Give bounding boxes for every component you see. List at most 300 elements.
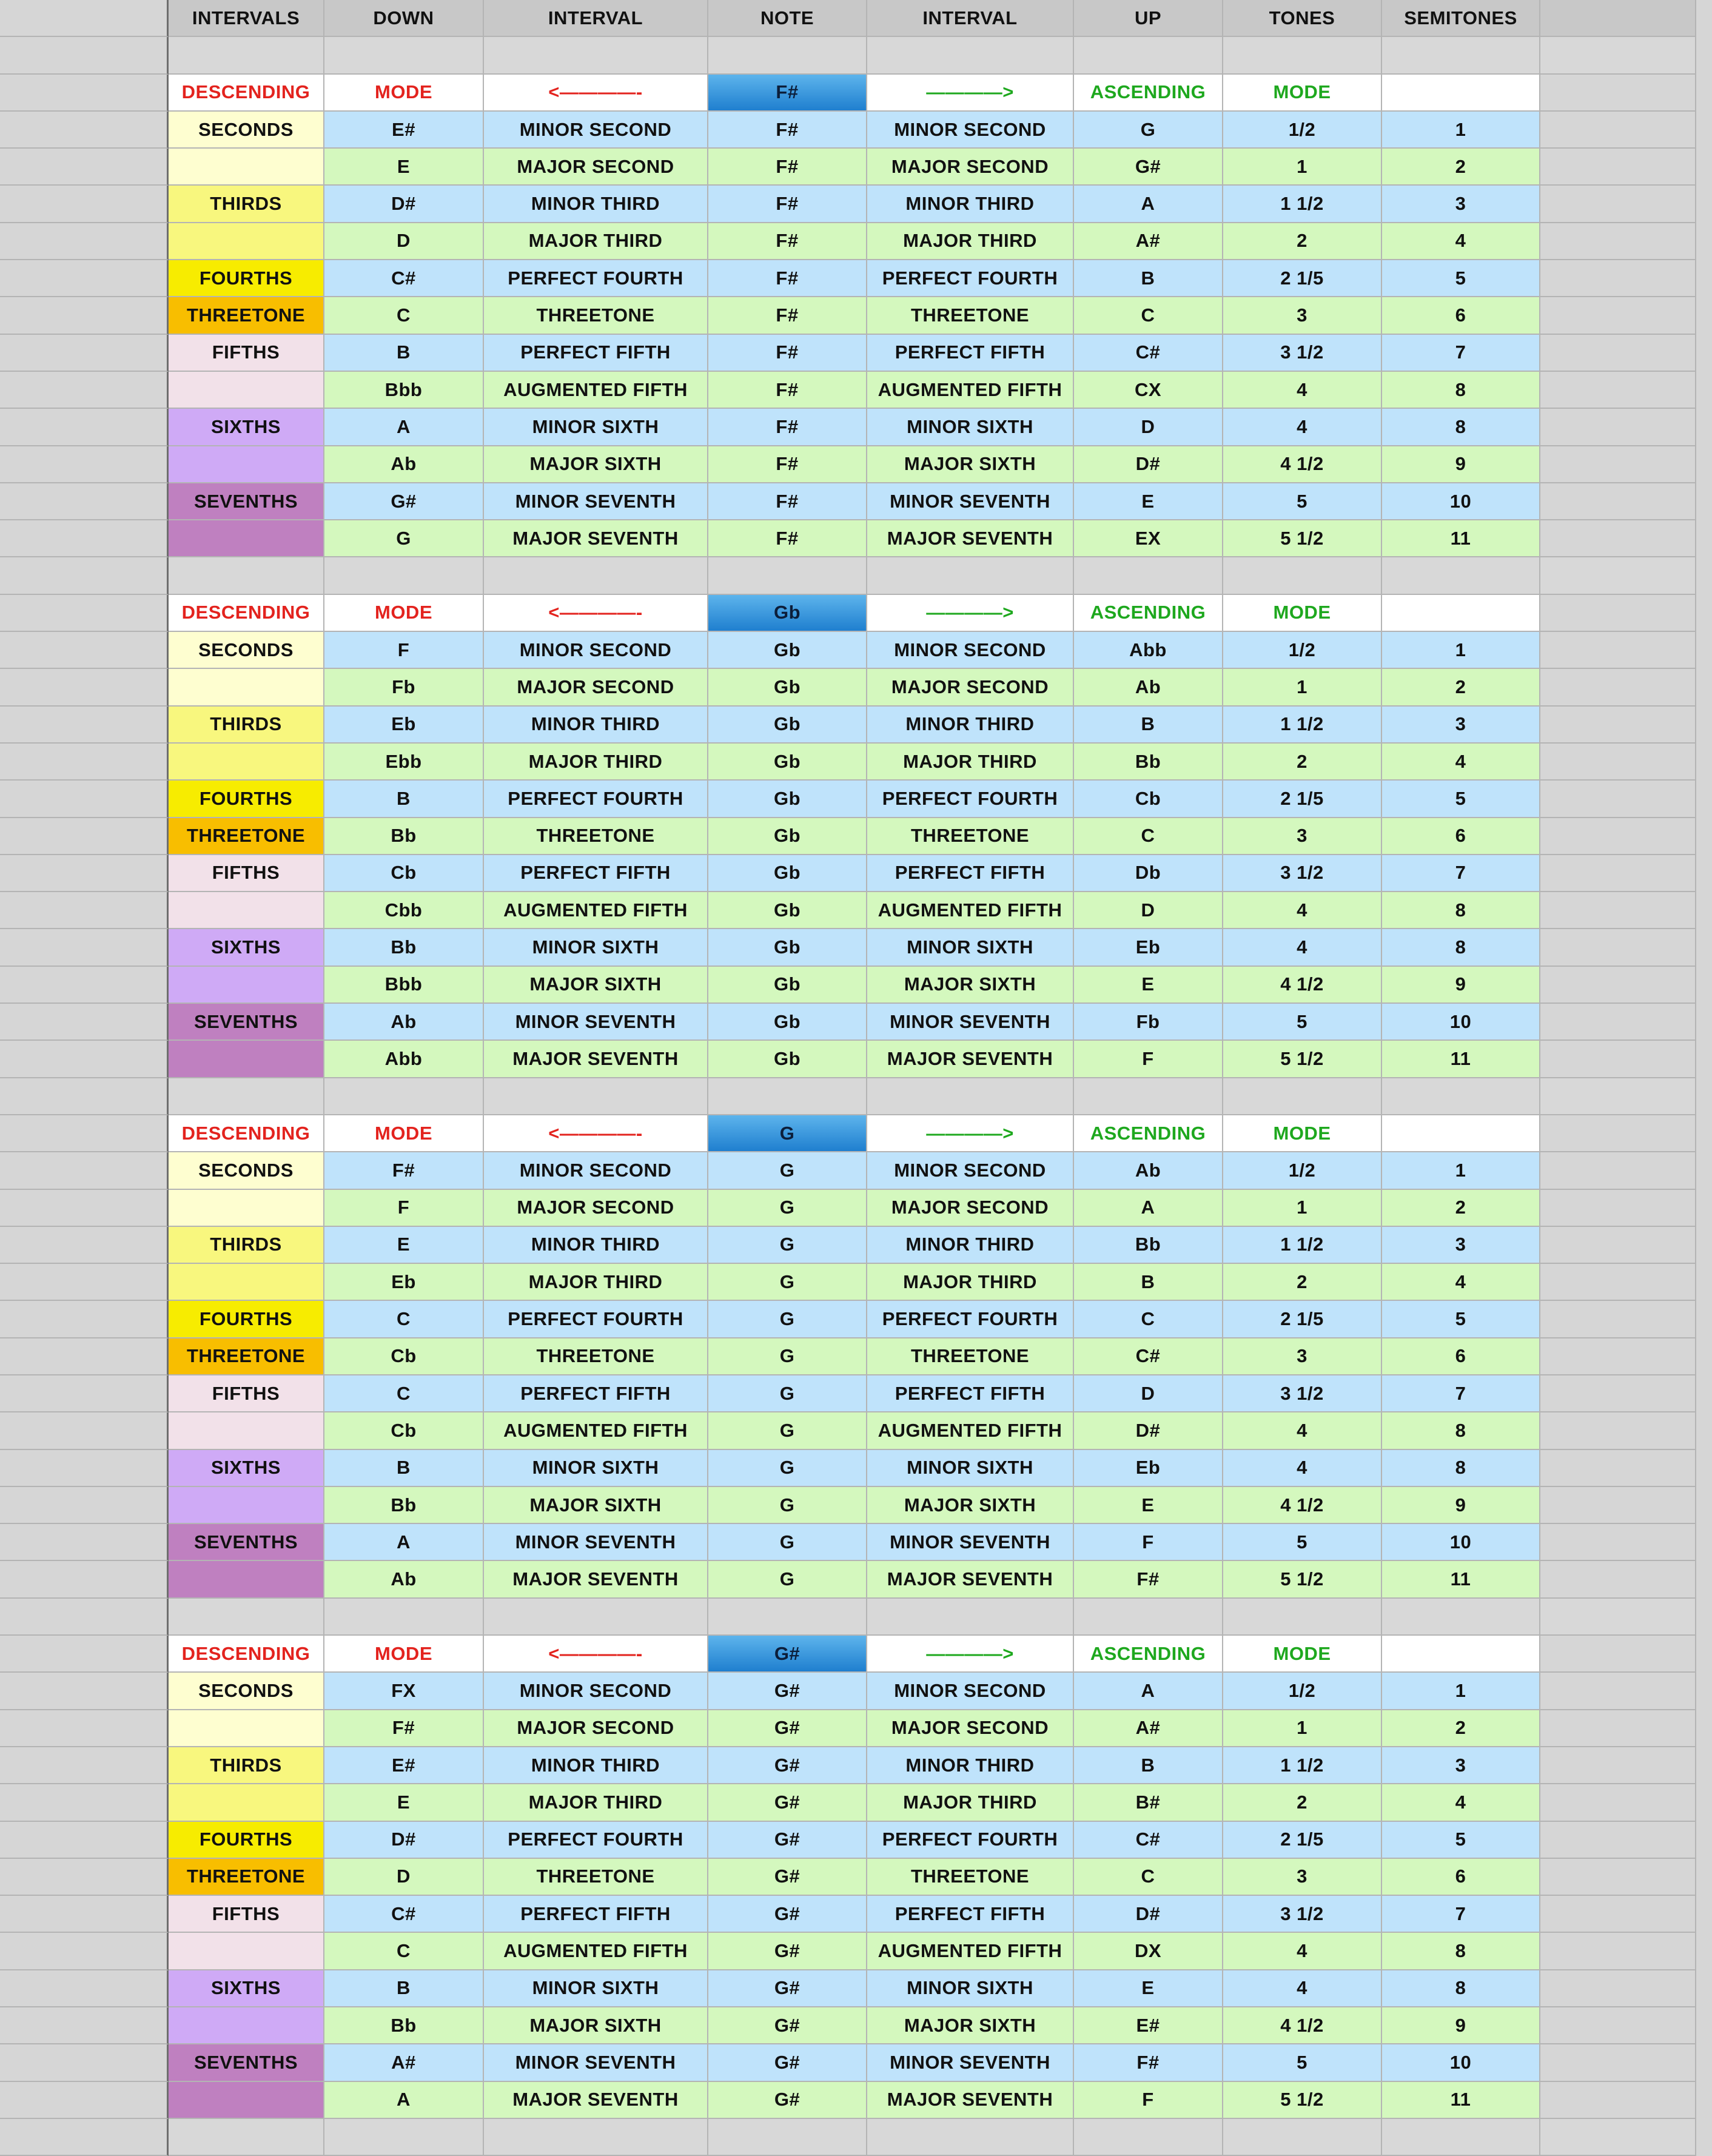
root-note-cell[interactable]: F# — [708, 409, 867, 446]
root-note-cell[interactable]: G — [708, 1264, 867, 1301]
empty-cell[interactable] — [1540, 1004, 1696, 1041]
up-note-cell[interactable]: A — [1074, 186, 1223, 223]
row-header[interactable] — [0, 781, 169, 818]
empty-cell[interactable] — [1540, 223, 1696, 260]
empty-cell[interactable] — [324, 2119, 484, 2156]
down-note-cell[interactable]: C — [324, 297, 484, 334]
down-note-cell[interactable]: FX — [324, 1673, 484, 1710]
interval-name-cell[interactable]: MINOR SIXTH — [484, 409, 708, 446]
interval-group-label[interactable]: THREETONE — [169, 1859, 324, 1896]
interval-name-cell[interactable]: MINOR SECOND — [484, 1152, 708, 1189]
ascending-label[interactable]: ASCENDING — [1074, 595, 1223, 632]
column-header[interactable]: UP — [1074, 0, 1223, 37]
root-note-cell[interactable]: F# — [708, 520, 867, 557]
up-note-cell[interactable]: F — [1074, 1041, 1223, 1078]
root-note-cell[interactable]: F# — [708, 260, 867, 297]
up-note-cell[interactable]: CX — [1074, 372, 1223, 409]
down-note-cell[interactable]: Cb — [324, 855, 484, 892]
interval-group-label[interactable]: FOURTHS — [169, 781, 324, 818]
tones-cell[interactable]: 1 1/2 — [1223, 186, 1382, 223]
empty-cell[interactable] — [1540, 372, 1696, 409]
ascending-label[interactable]: ASCENDING — [1074, 1636, 1223, 1673]
interval-group-label[interactable] — [169, 1264, 324, 1301]
tones-cell[interactable]: 5 — [1223, 483, 1382, 520]
semitones-cell[interactable]: 10 — [1382, 2044, 1540, 2081]
root-note-cell[interactable]: F# — [708, 483, 867, 520]
mode-label[interactable]: MODE — [324, 1636, 484, 1673]
tones-cell[interactable]: 2 1/5 — [1223, 1822, 1382, 1859]
empty-cell[interactable] — [1540, 1970, 1696, 2007]
down-note-cell[interactable]: B — [324, 1450, 484, 1487]
down-note-cell[interactable]: Abb — [324, 1041, 484, 1078]
interval-name-cell[interactable]: MAJOR SECOND — [484, 669, 708, 706]
column-header[interactable]: TONES — [1223, 0, 1382, 37]
tones-cell[interactable]: 2 — [1223, 1784, 1382, 1821]
interval-group-label[interactable]: SEVENTHS — [169, 483, 324, 520]
tones-cell[interactable]: 4 — [1223, 892, 1382, 929]
row-header[interactable] — [0, 1859, 169, 1896]
row-header[interactable] — [0, 1599, 169, 1636]
empty-cell[interactable] — [1540, 1375, 1696, 1412]
interval-name-cell[interactable]: MINOR SEVENTH — [867, 1524, 1074, 1561]
root-note-header[interactable]: G — [708, 1115, 867, 1152]
tones-cell[interactable]: 4 1/2 — [1223, 1487, 1382, 1524]
tones-cell[interactable]: 4 1/2 — [1223, 2007, 1382, 2044]
tones-cell[interactable]: 3 1/2 — [1223, 335, 1382, 372]
tones-cell[interactable]: 1 — [1223, 1190, 1382, 1227]
empty-cell[interactable] — [1540, 1190, 1696, 1227]
interval-name-cell[interactable]: MINOR SEVENTH — [484, 2044, 708, 2081]
root-note-cell[interactable]: Gb — [708, 929, 867, 966]
up-note-cell[interactable]: F# — [1074, 1561, 1223, 1598]
interval-name-cell[interactable]: AUGMENTED FIFTH — [867, 1933, 1074, 1970]
row-header[interactable] — [0, 1896, 169, 1933]
semitones-cell[interactable]: 4 — [1382, 1784, 1540, 1821]
down-note-cell[interactable]: G# — [324, 483, 484, 520]
interval-group-label[interactable] — [169, 2082, 324, 2119]
interval-group-label[interactable] — [169, 149, 324, 186]
up-note-cell[interactable]: Bb — [1074, 1227, 1223, 1264]
mode-label[interactable]: MODE — [1223, 595, 1382, 632]
row-header[interactable] — [0, 1784, 169, 1821]
descending-arrow[interactable]: <————- — [484, 1115, 708, 1152]
interval-name-cell[interactable]: PERFECT FOURTH — [867, 1301, 1074, 1338]
down-note-cell[interactable]: C# — [324, 1896, 484, 1933]
row-header[interactable] — [0, 1673, 169, 1710]
interval-name-cell[interactable]: MINOR SIXTH — [867, 1970, 1074, 2007]
row-header[interactable] — [0, 483, 169, 520]
row-header[interactable] — [0, 707, 169, 744]
up-note-cell[interactable]: B# — [1074, 1784, 1223, 1821]
down-note-cell[interactable]: D# — [324, 186, 484, 223]
empty-cell[interactable] — [1540, 1487, 1696, 1524]
interval-name-cell[interactable]: MAJOR SECOND — [867, 669, 1074, 706]
up-note-cell[interactable]: E# — [1074, 2007, 1223, 2044]
up-note-cell[interactable]: Cb — [1074, 781, 1223, 818]
root-note-cell[interactable]: G# — [708, 2007, 867, 2044]
semitones-cell[interactable]: 8 — [1382, 1450, 1540, 1487]
interval-group-label[interactable] — [169, 669, 324, 706]
interval-group-label[interactable] — [169, 223, 324, 260]
empty-cell[interactable] — [1540, 1896, 1696, 1933]
tones-cell[interactable]: 1 1/2 — [1223, 1747, 1382, 1784]
empty-cell[interactable] — [1382, 557, 1540, 594]
tones-cell[interactable]: 2 1/5 — [1223, 1301, 1382, 1338]
up-note-cell[interactable]: Eb — [1074, 929, 1223, 966]
root-note-header[interactable]: Gb — [708, 595, 867, 632]
up-note-cell[interactable]: F — [1074, 1524, 1223, 1561]
empty-cell[interactable] — [1540, 1338, 1696, 1375]
ascending-label[interactable]: ASCENDING — [1074, 75, 1223, 112]
empty-cell[interactable] — [1540, 855, 1696, 892]
semitones-cell[interactable]: 7 — [1382, 1375, 1540, 1412]
down-note-cell[interactable]: A — [324, 409, 484, 446]
interval-group-label[interactable] — [169, 1710, 324, 1747]
down-note-cell[interactable]: F# — [324, 1710, 484, 1747]
row-header[interactable] — [0, 2007, 169, 2044]
up-note-cell[interactable]: C — [1074, 1301, 1223, 1338]
row-header[interactable] — [0, 967, 169, 1004]
mode-label[interactable]: MODE — [324, 75, 484, 112]
root-note-header[interactable]: G# — [708, 1636, 867, 1673]
root-note-cell[interactable]: F# — [708, 112, 867, 149]
down-note-cell[interactable]: B — [324, 781, 484, 818]
empty-cell[interactable] — [1540, 781, 1696, 818]
row-header[interactable] — [0, 1190, 169, 1227]
down-note-cell[interactable]: Cb — [324, 1412, 484, 1449]
empty-cell[interactable] — [1540, 149, 1696, 186]
semitones-cell[interactable]: 8 — [1382, 1970, 1540, 2007]
empty-cell[interactable] — [1540, 1264, 1696, 1301]
tones-cell[interactable]: 4 — [1223, 1412, 1382, 1449]
interval-group-label[interactable] — [169, 1412, 324, 1449]
row-header[interactable] — [0, 855, 169, 892]
root-note-cell[interactable]: G# — [708, 1784, 867, 1821]
empty-cell[interactable] — [1223, 1078, 1382, 1115]
semitones-cell[interactable]: 2 — [1382, 1710, 1540, 1747]
semitones-cell[interactable]: 11 — [1382, 520, 1540, 557]
empty-cell[interactable] — [1540, 595, 1696, 632]
interval-name-cell[interactable]: MINOR SEVENTH — [484, 1004, 708, 1041]
up-note-cell[interactable]: Fb — [1074, 1004, 1223, 1041]
interval-group-label[interactable]: THREETONE — [169, 297, 324, 334]
down-note-cell[interactable]: F# — [324, 1152, 484, 1189]
tones-cell[interactable]: 1/2 — [1223, 1152, 1382, 1189]
row-header[interactable] — [0, 1710, 169, 1747]
empty-cell[interactable] — [708, 1078, 867, 1115]
semitones-cell[interactable]: 5 — [1382, 781, 1540, 818]
empty-cell[interactable] — [484, 557, 708, 594]
tones-cell[interactable]: 4 — [1223, 1970, 1382, 2007]
interval-name-cell[interactable]: MAJOR SIXTH — [867, 967, 1074, 1004]
down-note-cell[interactable]: Cb — [324, 1338, 484, 1375]
semitones-cell[interactable]: 4 — [1382, 223, 1540, 260]
empty-cell[interactable] — [867, 2119, 1074, 2156]
interval-group-label[interactable] — [169, 1933, 324, 1970]
up-note-cell[interactable]: Ab — [1074, 1152, 1223, 1189]
root-note-cell[interactable]: G — [708, 1561, 867, 1598]
empty-cell[interactable] — [1223, 2119, 1382, 2156]
empty-cell[interactable] — [1540, 446, 1696, 483]
semitones-cell[interactable]: 10 — [1382, 1004, 1540, 1041]
semitones-cell[interactable]: 5 — [1382, 260, 1540, 297]
down-note-cell[interactable]: Bbb — [324, 967, 484, 1004]
empty-cell[interactable] — [1382, 37, 1540, 74]
row-header[interactable] — [0, 632, 169, 669]
up-note-cell[interactable]: C# — [1074, 1338, 1223, 1375]
empty-cell[interactable] — [1540, 112, 1696, 149]
up-note-cell[interactable]: D — [1074, 892, 1223, 929]
interval-group-label[interactable]: SEVENTHS — [169, 2044, 324, 2081]
tones-cell[interactable]: 5 — [1223, 2044, 1382, 2081]
down-note-cell[interactable]: B — [324, 335, 484, 372]
empty-cell[interactable] — [1540, 2044, 1696, 2081]
interval-name-cell[interactable]: MINOR SEVENTH — [867, 1004, 1074, 1041]
tones-cell[interactable]: 2 — [1223, 223, 1382, 260]
down-note-cell[interactable]: Ebb — [324, 744, 484, 781]
root-note-cell[interactable]: G# — [708, 1896, 867, 1933]
tones-cell[interactable]: 5 1/2 — [1223, 2082, 1382, 2119]
interval-name-cell[interactable]: MINOR SEVENTH — [867, 483, 1074, 520]
root-note-cell[interactable]: F# — [708, 446, 867, 483]
row-header[interactable] — [0, 595, 169, 632]
interval-name-cell[interactable]: MINOR SIXTH — [484, 1970, 708, 2007]
root-note-cell[interactable]: F# — [708, 223, 867, 260]
empty-cell[interactable] — [867, 557, 1074, 594]
empty-cell[interactable] — [1540, 557, 1696, 594]
root-note-cell[interactable]: G# — [708, 1747, 867, 1784]
row-header[interactable] — [0, 2119, 169, 2156]
tones-cell[interactable]: 4 — [1223, 1933, 1382, 1970]
interval-name-cell[interactable]: MINOR SECOND — [867, 1152, 1074, 1189]
down-note-cell[interactable]: Bb — [324, 818, 484, 855]
empty-cell[interactable] — [324, 1599, 484, 1636]
interval-group-label[interactable]: THIRDS — [169, 1747, 324, 1784]
down-note-cell[interactable]: C — [324, 1933, 484, 1970]
empty-cell[interactable] — [1540, 1747, 1696, 1784]
empty-cell[interactable] — [1540, 1041, 1696, 1078]
tones-cell[interactable]: 2 1/5 — [1223, 781, 1382, 818]
empty-cell[interactable] — [1540, 2007, 1696, 2044]
root-note-cell[interactable]: Gb — [708, 669, 867, 706]
empty-cell[interactable] — [1540, 1710, 1696, 1747]
interval-name-cell[interactable]: MINOR SECOND — [484, 1673, 708, 1710]
up-note-cell[interactable]: A# — [1074, 223, 1223, 260]
empty-cell[interactable] — [867, 1078, 1074, 1115]
semitones-cell[interactable]: 3 — [1382, 186, 1540, 223]
interval-name-cell[interactable]: MINOR THIRD — [484, 707, 708, 744]
descending-arrow[interactable]: <————- — [484, 75, 708, 112]
semitones-cell[interactable]: 10 — [1382, 1524, 1540, 1561]
row-header[interactable] — [0, 744, 169, 781]
up-note-cell[interactable]: Ab — [1074, 669, 1223, 706]
interval-name-cell[interactable]: AUGMENTED FIFTH — [867, 372, 1074, 409]
column-header[interactable]: INTERVAL — [484, 0, 708, 37]
ascending-arrow[interactable]: ————> — [867, 595, 1074, 632]
interval-name-cell[interactable]: MINOR SECOND — [484, 112, 708, 149]
row-header[interactable] — [0, 2082, 169, 2119]
semitones-cell[interactable]: 6 — [1382, 1859, 1540, 1896]
interval-group-label[interactable]: SEVENTHS — [169, 1004, 324, 1041]
down-note-cell[interactable]: E — [324, 149, 484, 186]
interval-group-label[interactable]: FOURTHS — [169, 1301, 324, 1338]
down-note-cell[interactable]: D — [324, 223, 484, 260]
root-note-cell[interactable]: G — [708, 1412, 867, 1449]
tones-cell[interactable]: 1/2 — [1223, 632, 1382, 669]
root-note-cell[interactable]: G# — [708, 1710, 867, 1747]
interval-name-cell[interactable]: AUGMENTED FIFTH — [484, 372, 708, 409]
empty-cell[interactable] — [867, 37, 1074, 74]
up-note-cell[interactable]: D# — [1074, 1412, 1223, 1449]
interval-name-cell[interactable]: MINOR SIXTH — [867, 409, 1074, 446]
row-header[interactable] — [0, 1264, 169, 1301]
up-note-cell[interactable]: Abb — [1074, 632, 1223, 669]
row-header[interactable] — [0, 892, 169, 929]
down-note-cell[interactable]: Ab — [324, 1561, 484, 1598]
interval-name-cell[interactable]: PERFECT FOURTH — [484, 260, 708, 297]
interval-name-cell[interactable]: PERFECT FIFTH — [484, 1375, 708, 1412]
interval-name-cell[interactable]: MINOR SECOND — [867, 1673, 1074, 1710]
semitones-cell[interactable]: 6 — [1382, 818, 1540, 855]
row-header-corner[interactable] — [0, 0, 169, 37]
tones-cell[interactable]: 3 1/2 — [1223, 855, 1382, 892]
root-note-cell[interactable]: G — [708, 1338, 867, 1375]
semitones-cell[interactable]: 4 — [1382, 1264, 1540, 1301]
interval-name-cell[interactable]: THREETONE — [484, 818, 708, 855]
semitones-cell[interactable]: 6 — [1382, 1338, 1540, 1375]
empty-cell[interactable] — [708, 37, 867, 74]
empty-cell[interactable] — [1540, 1450, 1696, 1487]
up-note-cell[interactable]: E — [1074, 967, 1223, 1004]
empty-cell[interactable] — [484, 37, 708, 74]
tones-cell[interactable]: 5 1/2 — [1223, 1561, 1382, 1598]
down-note-cell[interactable]: Ab — [324, 446, 484, 483]
semitones-cell[interactable]: 11 — [1382, 1561, 1540, 1598]
empty-cell[interactable] — [1540, 409, 1696, 446]
semitones-cell[interactable]: 2 — [1382, 669, 1540, 706]
down-note-cell[interactable]: E# — [324, 112, 484, 149]
interval-name-cell[interactable]: PERFECT FOURTH — [484, 1301, 708, 1338]
interval-name-cell[interactable]: THREETONE — [867, 818, 1074, 855]
interval-name-cell[interactable]: MINOR THIRD — [867, 1747, 1074, 1784]
semitones-cell[interactable]: 8 — [1382, 892, 1540, 929]
interval-name-cell[interactable]: MAJOR SECOND — [484, 1710, 708, 1747]
up-note-cell[interactable]: EX — [1074, 520, 1223, 557]
mode-label[interactable]: MODE — [1223, 1636, 1382, 1673]
empty-cell[interactable] — [1074, 1599, 1223, 1636]
empty-cell[interactable] — [169, 557, 324, 594]
interval-name-cell[interactable]: MAJOR SIXTH — [484, 1487, 708, 1524]
interval-name-cell[interactable]: PERFECT FIFTH — [867, 1896, 1074, 1933]
row-header[interactable] — [0, 37, 169, 74]
empty-cell[interactable] — [169, 1599, 324, 1636]
semitones-cell[interactable]: 1 — [1382, 112, 1540, 149]
mode-label[interactable]: MODE — [1223, 1115, 1382, 1152]
up-note-cell[interactable]: D# — [1074, 1896, 1223, 1933]
interval-name-cell[interactable]: MAJOR SECOND — [484, 1190, 708, 1227]
root-note-cell[interactable]: G — [708, 1301, 867, 1338]
empty-cell[interactable] — [1382, 2119, 1540, 2156]
interval-group-label[interactable]: THIRDS — [169, 186, 324, 223]
semitones-cell[interactable]: 2 — [1382, 149, 1540, 186]
empty-cell[interactable] — [1540, 1673, 1696, 1710]
empty-cell[interactable] — [169, 37, 324, 74]
interval-group-label[interactable]: THREETONE — [169, 818, 324, 855]
empty-cell[interactable] — [1540, 1078, 1696, 1115]
interval-group-label[interactable]: SECONDS — [169, 112, 324, 149]
interval-name-cell[interactable]: MINOR THIRD — [484, 1227, 708, 1264]
interval-name-cell[interactable]: MINOR SIXTH — [867, 1450, 1074, 1487]
empty-cell[interactable] — [324, 1078, 484, 1115]
column-header[interactable]: INTERVALS — [169, 0, 324, 37]
semitones-cell[interactable]: 5 — [1382, 1822, 1540, 1859]
root-note-header[interactable]: F# — [708, 75, 867, 112]
down-note-cell[interactable]: Cbb — [324, 892, 484, 929]
tones-cell[interactable]: 5 1/2 — [1223, 1041, 1382, 1078]
interval-name-cell[interactable]: PERFECT FOURTH — [484, 1822, 708, 1859]
empty-cell[interactable] — [1540, 707, 1696, 744]
interval-name-cell[interactable]: MAJOR SEVENTH — [484, 1561, 708, 1598]
empty-cell[interactable] — [1074, 2119, 1223, 2156]
row-header[interactable] — [0, 186, 169, 223]
interval-name-cell[interactable]: THREETONE — [484, 1859, 708, 1896]
interval-name-cell[interactable]: PERFECT FIFTH — [867, 855, 1074, 892]
root-note-cell[interactable]: G — [708, 1375, 867, 1412]
column-header-extra[interactable] — [1540, 0, 1696, 37]
row-header[interactable] — [0, 1636, 169, 1673]
root-note-cell[interactable]: Gb — [708, 707, 867, 744]
down-note-cell[interactable]: E# — [324, 1747, 484, 1784]
down-note-cell[interactable]: A# — [324, 2044, 484, 2081]
root-note-cell[interactable]: F# — [708, 372, 867, 409]
tones-cell[interactable]: 2 1/5 — [1223, 260, 1382, 297]
semitones-cell[interactable]: 3 — [1382, 1747, 1540, 1784]
interval-name-cell[interactable]: AUGMENTED FIFTH — [484, 1933, 708, 1970]
row-header[interactable] — [0, 1115, 169, 1152]
tones-cell[interactable]: 1 — [1223, 669, 1382, 706]
interval-name-cell[interactable]: MINOR THIRD — [484, 186, 708, 223]
down-note-cell[interactable]: Fb — [324, 669, 484, 706]
interval-name-cell[interactable]: MAJOR SECOND — [867, 1710, 1074, 1747]
interval-group-label[interactable] — [169, 892, 324, 929]
interval-group-label[interactable]: FIFTHS — [169, 335, 324, 372]
root-note-cell[interactable]: G — [708, 1190, 867, 1227]
down-note-cell[interactable]: Bbb — [324, 372, 484, 409]
interval-name-cell[interactable]: MAJOR SECOND — [867, 149, 1074, 186]
empty-cell[interactable] — [1540, 967, 1696, 1004]
interval-name-cell[interactable]: AUGMENTED FIFTH — [484, 1412, 708, 1449]
interval-name-cell[interactable]: MINOR SIXTH — [484, 1450, 708, 1487]
interval-group-label[interactable]: FIFTHS — [169, 1375, 324, 1412]
empty-cell[interactable] — [1540, 75, 1696, 112]
up-note-cell[interactable]: Eb — [1074, 1450, 1223, 1487]
row-header[interactable] — [0, 1747, 169, 1784]
interval-name-cell[interactable]: PERFECT FOURTH — [867, 781, 1074, 818]
semitones-cell[interactable]: 8 — [1382, 409, 1540, 446]
interval-name-cell[interactable]: MAJOR SIXTH — [867, 2007, 1074, 2044]
empty-cell[interactable] — [1540, 1859, 1696, 1896]
row-header[interactable] — [0, 1301, 169, 1338]
root-note-cell[interactable]: Gb — [708, 818, 867, 855]
semitones-cell[interactable]: 2 — [1382, 1190, 1540, 1227]
empty-cell[interactable] — [169, 2119, 324, 2156]
root-note-cell[interactable]: G# — [708, 1970, 867, 2007]
interval-name-cell[interactable]: MINOR THIRD — [867, 707, 1074, 744]
tones-cell[interactable]: 1/2 — [1223, 1673, 1382, 1710]
up-note-cell[interactable]: F# — [1074, 2044, 1223, 2081]
empty-cell[interactable] — [1540, 1784, 1696, 1821]
interval-name-cell[interactable]: MAJOR SEVENTH — [484, 1041, 708, 1078]
